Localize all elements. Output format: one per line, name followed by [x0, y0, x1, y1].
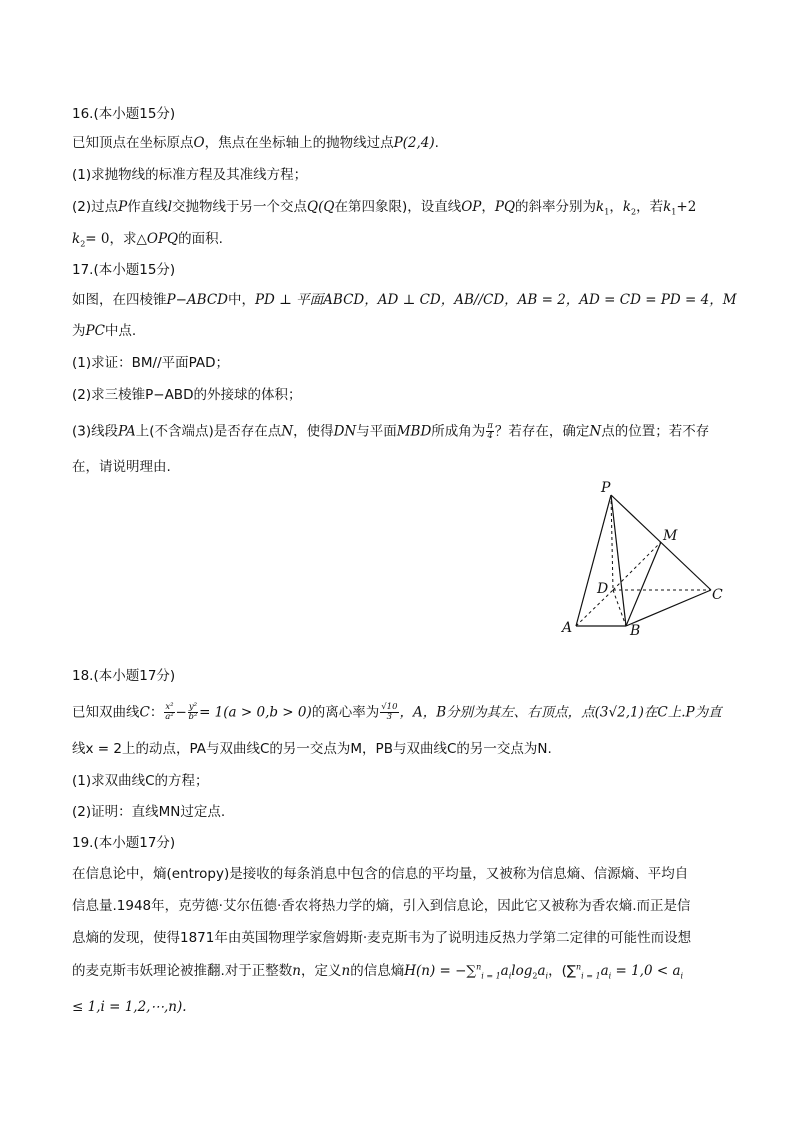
q17-part3: (3)线段PA上(不含端点)是否存在点N，使得DN与平面MBD所成角为 $\frac{\pi}{4}$ ？若存在，确定N点的位置；若不存 — [72, 421, 710, 441]
q18-stem: 已知双曲线C： $\frac{\text{x²}}{\text{a²}}$ − $\frac{\text{y²}}{\text{b²}}$ = 1(a > 0,b > 0)的离心率为 $\frac{√10}{3}$ ，A，B分别为其左、右顶点，点(3√2,1)在C上.P为直 — [72, 702, 722, 722]
q17-stem: 如图，在四棱锥P−ABCD中，PD ⊥ 平面ABCD，AD ⊥ CD，AB//CD，AB = 2，AD = CD = PD = 4，M — [72, 292, 737, 308]
q16-part1: (1)求抛物线的标准方程及其准线方程； — [72, 167, 308, 183]
q17-part3-cont: 在，请说明理由. — [72, 459, 171, 475]
label-B: B — [630, 623, 641, 639]
q19-header: 19.(本小题17分) — [72, 835, 176, 851]
q17-part1: (1)求证：BM//平面PAD； — [72, 355, 230, 371]
label-A: A — [562, 620, 573, 636]
q19-line3: 息熵的发现，使得1871年由英国物理学家詹姆斯·麦克斯韦为了说明违反热力学第二定律的可能性而设想 — [72, 930, 692, 946]
q18-stem-cont: 线x = 2上的动点，PA与双曲线C的另一交点为M，PB与双曲线C的另一交点为N. — [72, 741, 552, 757]
label-M: M — [663, 528, 678, 544]
q17-header: 17.(本小题15分) — [72, 262, 176, 278]
q16-part2: (2)过点P作直线l交抛物线于另一个交点Q(Q在第四象限)，设直线OP，PQ的斜率分别为$k_1$，$k_2$，若$k_1+2$ — [72, 199, 697, 217]
label-P: P — [601, 480, 611, 496]
label-C: C — [712, 587, 723, 603]
q18-part1: (1)求双曲线C的方程； — [72, 773, 209, 789]
q17-stem-cont: 为PC中点. — [72, 323, 137, 339]
pi-over-4: $\frac{\pi}{4}$ — [487, 421, 493, 441]
q19-line1: 在信息论中，熵(entropy)是接收的每条消息中包含的信息的平均量，又被称为信息熵、信源熵、平均自 — [72, 866, 689, 882]
q16-header: 16.(本小题15分) — [72, 106, 176, 122]
q16-stem: 已知顶点在坐标原点O，焦点在坐标轴上的抛物线过点P(2,4). — [72, 135, 439, 151]
q19-line2: 信息量.1948年，克劳德·艾尔伍德·香农将热力学的熵，引入到信息论，因此它又被称为香农熵.而正是信 — [72, 898, 691, 914]
q19-line5: ≤ 1,i = 1,2,⋯,n). — [72, 999, 187, 1015]
q18-header: 18.(本小题17分) — [72, 668, 176, 684]
q19-line4: 的麦克斯韦妖理论被推翻.对于正整数n，定义n的信息熵$H(n) = -\sum^n_{i = 1}a_i\log_2a_i$，($\sum^n_{i = 1}a_i = 1,0 < a_i$ — [72, 962, 684, 981]
q16-part2-cont: $k_2= 0$，求△OPQ的面积. — [72, 231, 223, 249]
q18-part2: (2)证明：直线MN过定点. — [72, 804, 226, 820]
q17-part2: (2)求三棱锥P−ABD的外接球的体积； — [72, 387, 302, 403]
label-D: D — [597, 581, 609, 597]
